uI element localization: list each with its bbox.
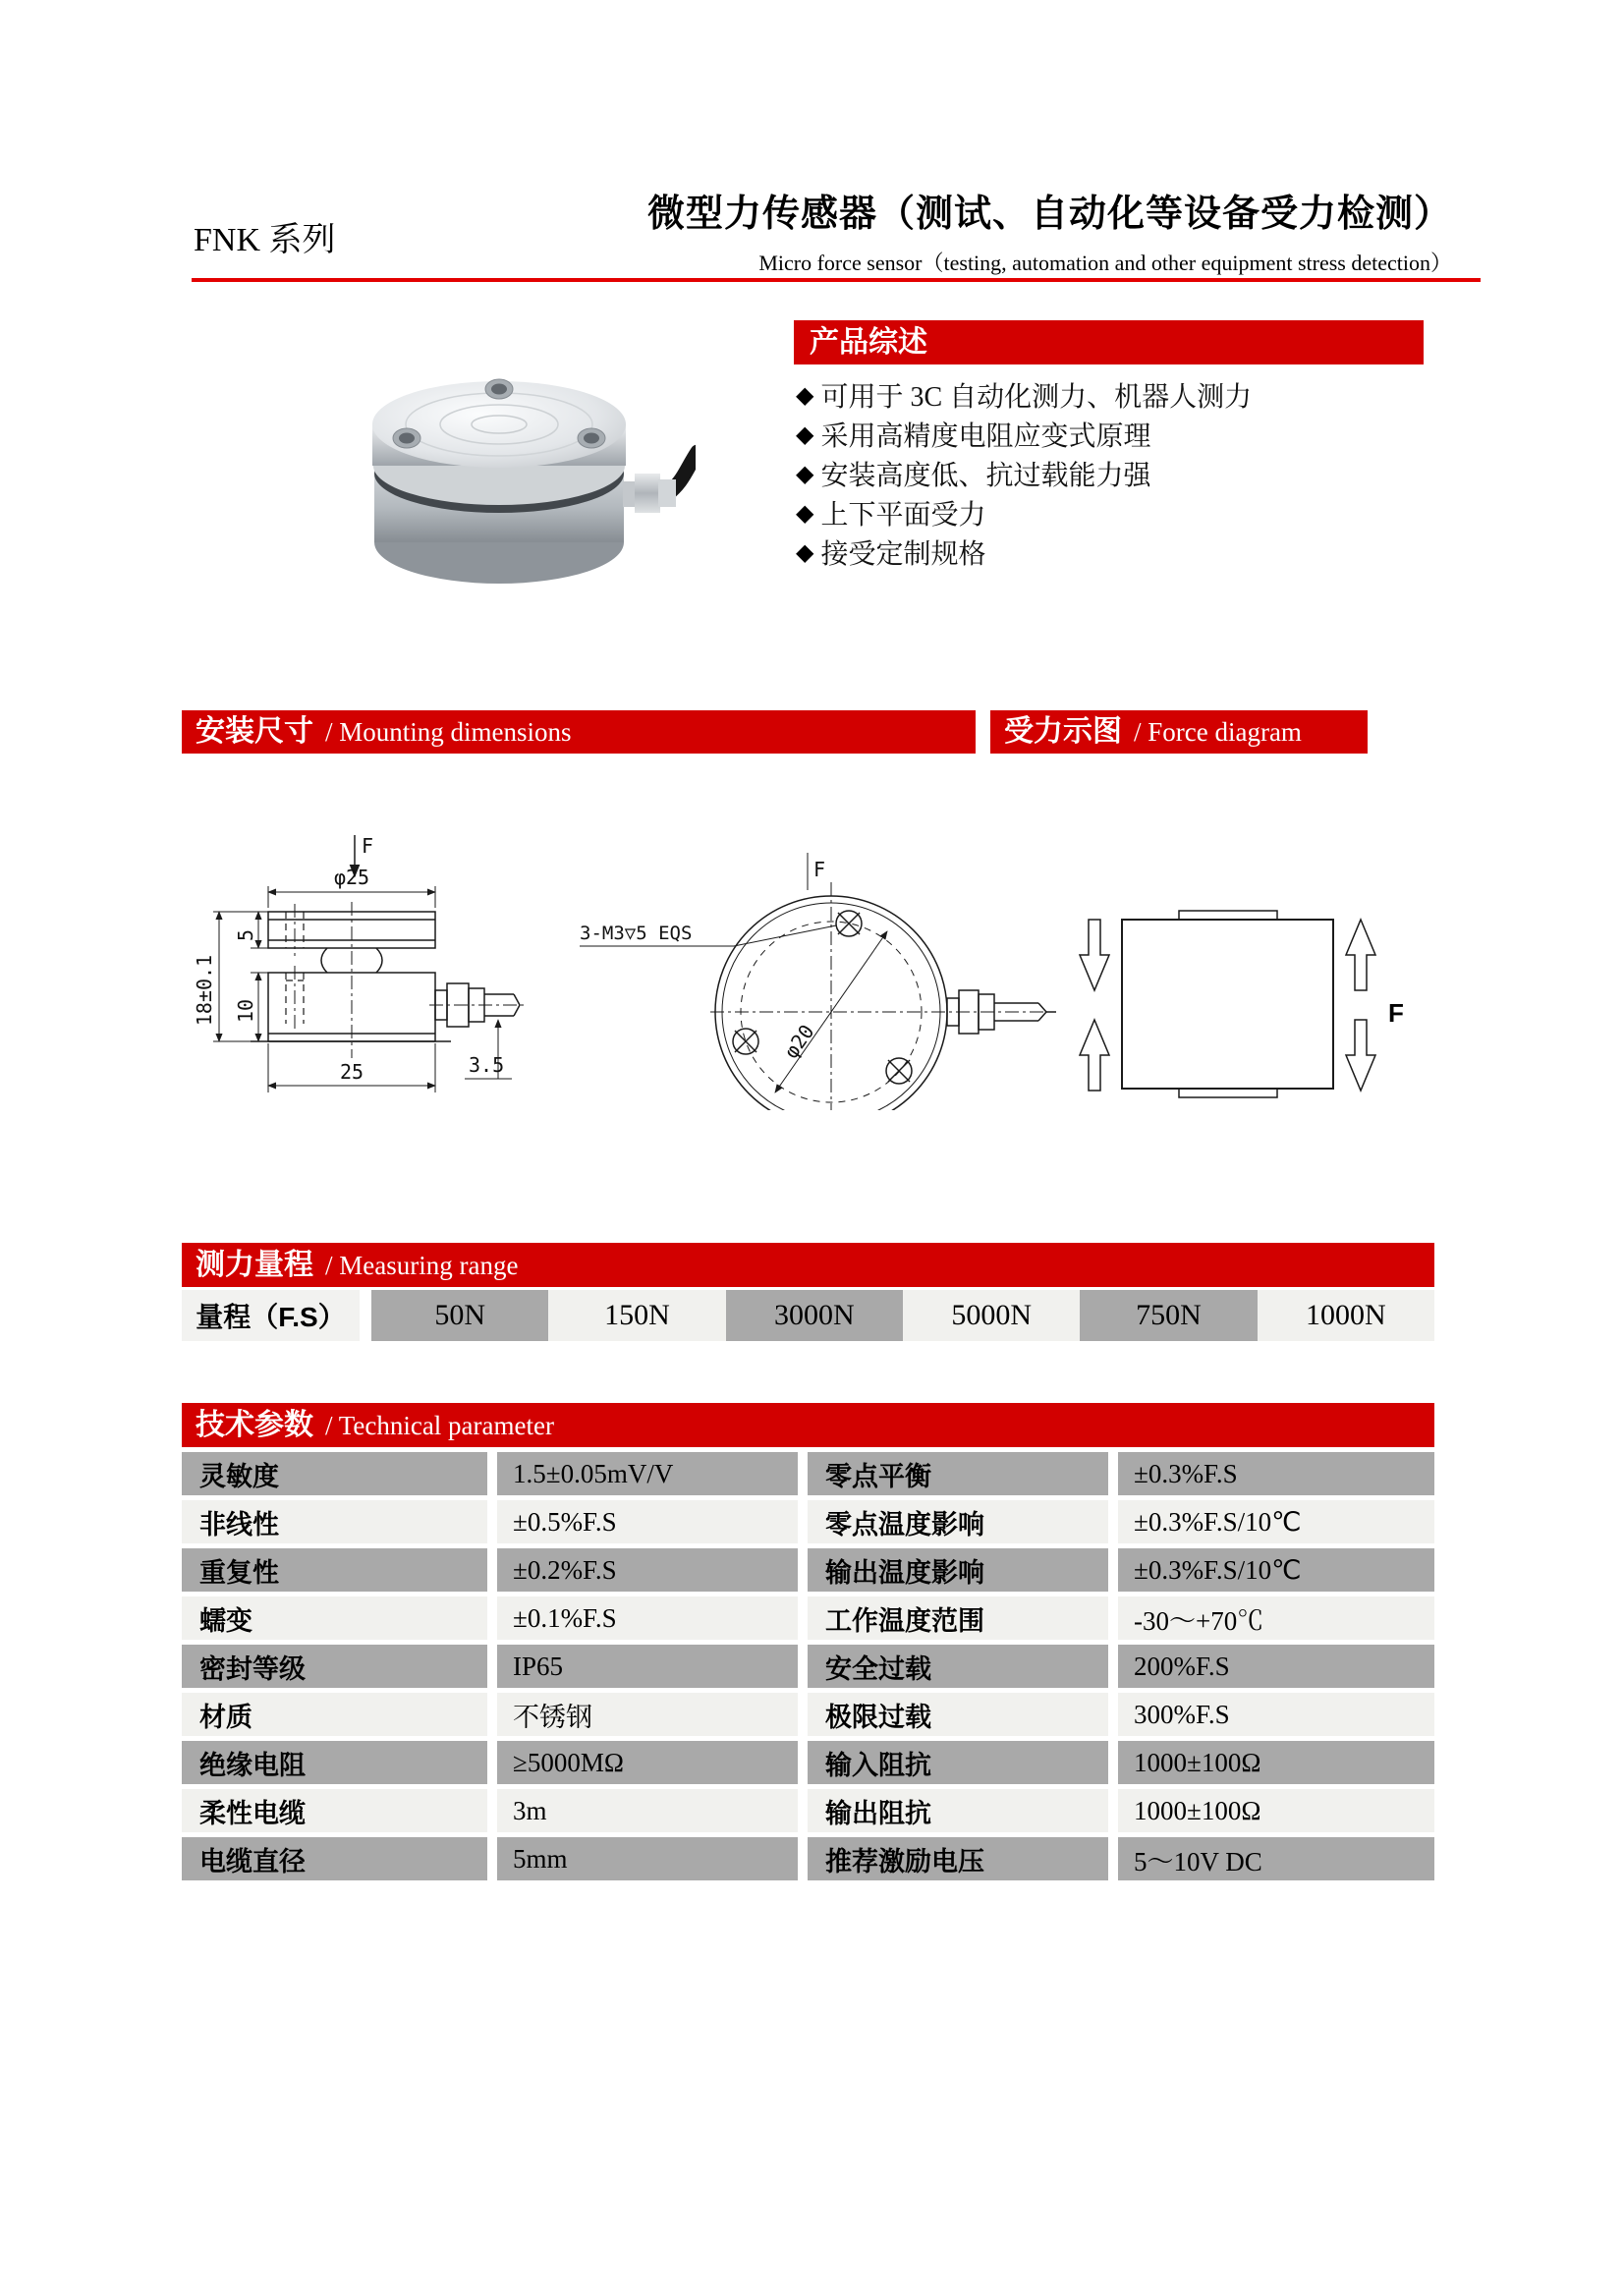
top-view-drawing <box>580 853 1056 1110</box>
side-view-drawing <box>193 834 528 1092</box>
overview-bullet <box>796 415 1252 454</box>
param-value: ≥5000MΩ <box>497 1741 798 1784</box>
range-row <box>182 1290 1434 1341</box>
range-value-cell: 50N <box>371 1290 548 1341</box>
dim-top-height-label: 5 <box>234 928 257 942</box>
param-value: 3m <box>497 1789 798 1832</box>
force-diagram-drawing <box>1080 911 1404 1097</box>
bullet-text: 上下平面受力 <box>820 500 986 531</box>
side-force-label: F <box>362 834 374 858</box>
param-value: 200%F.S <box>1118 1645 1434 1688</box>
section-title-cn: 受力示图 <box>1004 715 1122 748</box>
table-row <box>182 1693 1434 1736</box>
overview-header: 产品综述 <box>794 320 1424 364</box>
bolt-circle-label: φ20 <box>779 1020 819 1063</box>
param-value: 5mm <box>497 1837 798 1880</box>
mounting-dimensions-header <box>182 710 976 754</box>
param-label: 输入阻抗 <box>808 1741 1108 1784</box>
dim-bottom-height-label: 10 <box>234 998 257 1024</box>
diamond-icon: ◆ <box>796 420 814 448</box>
load-cell-image <box>372 379 696 584</box>
page-subtitle: Micro force sensor（testing, automation and other equipment stress detection） <box>758 251 1452 275</box>
force-arrows <box>1080 920 1375 1091</box>
diamond-icon: ◆ <box>796 460 814 487</box>
mounting-holes <box>733 911 912 1084</box>
diamond-icon: ◆ <box>796 538 814 566</box>
force-diagram-header <box>990 710 1368 754</box>
param-label: 密封等级 <box>182 1645 487 1688</box>
overview-list <box>796 375 1252 572</box>
arrow-up-icon <box>1346 920 1375 990</box>
param-value: 1000±100Ω <box>1118 1741 1434 1784</box>
range-value-cell: 150N <box>548 1290 725 1341</box>
param-label: 灵敏度 <box>182 1452 487 1495</box>
param-value: ±0.3%F.S/10℃ <box>1118 1500 1434 1543</box>
technical-parameters-section <box>182 1403 1434 1880</box>
table-row <box>182 1452 1434 1495</box>
dim-width-label: 25 <box>339 1060 364 1084</box>
product-photo <box>342 356 696 606</box>
param-value: ±0.5%F.S <box>497 1500 798 1543</box>
range-value-cell: 5000N <box>903 1290 1080 1341</box>
thread-note-label: 3-M3▽5 EQS <box>580 923 693 944</box>
param-label: 安全过载 <box>808 1645 1108 1688</box>
section-title-cn: 技术参数 <box>196 1409 313 1441</box>
param-label: 输出温度影响 <box>808 1548 1108 1592</box>
arrow-down-icon <box>1346 1020 1375 1091</box>
param-label: 非线性 <box>182 1500 487 1543</box>
param-value: 1.5±0.05mV/V <box>497 1452 798 1495</box>
param-label: 工作温度范围 <box>808 1596 1108 1640</box>
table-row <box>182 1548 1434 1592</box>
dim-total-height-label: 18±0.1 <box>193 954 216 1027</box>
section-title-cn: 安装尺寸 <box>196 715 313 748</box>
param-value: ±0.2%F.S <box>497 1548 798 1592</box>
range-header-cell: 量程（F.S） <box>182 1290 360 1341</box>
overview-bullet <box>796 375 1252 415</box>
dia-top-label: φ25 <box>333 866 370 889</box>
diamond-icon: ◆ <box>796 381 814 409</box>
section-title-en: / Force diagram <box>1134 717 1302 747</box>
param-label: 推荐激励电压 <box>808 1837 1108 1880</box>
series-name: FNK 系列 <box>194 222 336 258</box>
param-value: 1000±100Ω <box>1118 1789 1434 1832</box>
param-label: 电缆直径 <box>182 1837 487 1880</box>
arrow-up-icon <box>1080 1020 1109 1091</box>
range-value-cell: 750N <box>1080 1290 1257 1341</box>
bullet-text: 采用高精度电阻应变式原理 <box>820 421 1151 452</box>
param-label: 零点平衡 <box>808 1452 1108 1495</box>
arrow-down-icon <box>1080 920 1109 990</box>
param-value: 不锈钢 <box>497 1693 798 1736</box>
cable-gland <box>623 474 676 513</box>
dim-cable-offset-label: 3.5 <box>469 1053 505 1077</box>
param-label: 柔性电缆 <box>182 1789 487 1832</box>
range-value-cell: 1000N <box>1258 1290 1434 1341</box>
table-row <box>182 1500 1434 1543</box>
overview-bullet <box>796 493 1252 532</box>
overview-bullet <box>796 454 1252 493</box>
table-row <box>182 1837 1434 1880</box>
table-row <box>182 1741 1434 1784</box>
table-row <box>182 1645 1434 1688</box>
force-view-label: F <box>1388 998 1404 1028</box>
header-divider <box>192 278 1481 282</box>
param-label: 蠕变 <box>182 1596 487 1640</box>
param-value: ±0.3%F.S <box>1118 1452 1434 1495</box>
param-label: 极限过载 <box>808 1693 1108 1736</box>
section-title-en: / Measuring range <box>325 1251 519 1280</box>
diamond-icon: ◆ <box>796 499 814 527</box>
param-label: 材质 <box>182 1693 487 1736</box>
measuring-range-section <box>182 1243 1434 1341</box>
param-value: ±0.1%F.S <box>497 1596 798 1640</box>
section-title-cn: 测力量程 <box>196 1249 313 1281</box>
technical-parameters-header <box>182 1403 1434 1447</box>
param-value: IP65 <box>497 1645 798 1688</box>
bullet-text: 接受定制规格 <box>820 539 986 570</box>
table-row <box>182 1596 1434 1640</box>
param-value: 300%F.S <box>1118 1693 1434 1736</box>
param-label: 零点温度影响 <box>808 1500 1108 1543</box>
param-label: 绝缘电阻 <box>182 1741 487 1784</box>
section-title-en: / Technical parameter <box>325 1411 554 1440</box>
range-value-cell: 3000N <box>726 1290 903 1341</box>
page-title: 微型力传感器（测试、自动化等设备受力检测） <box>646 194 1452 235</box>
param-value: -30～+70℃ <box>1118 1596 1434 1640</box>
technical-drawings <box>182 825 1434 1110</box>
overview-bullet <box>796 532 1252 572</box>
measuring-range-header <box>182 1243 1434 1287</box>
param-label: 输出阻抗 <box>808 1789 1108 1832</box>
param-label: 重复性 <box>182 1548 487 1592</box>
table-row <box>182 1789 1434 1832</box>
param-value: ±0.3%F.S/10℃ <box>1118 1548 1434 1592</box>
bullet-text: 可用于 3C 自动化测力、机器人测力 <box>820 382 1253 413</box>
param-value: 5～10V DC <box>1118 1837 1434 1880</box>
top-force-label: F <box>813 858 826 881</box>
section-title-en: / Mounting dimensions <box>325 717 572 747</box>
bullet-text: 安装高度低、抗过载能力强 <box>820 461 1151 491</box>
